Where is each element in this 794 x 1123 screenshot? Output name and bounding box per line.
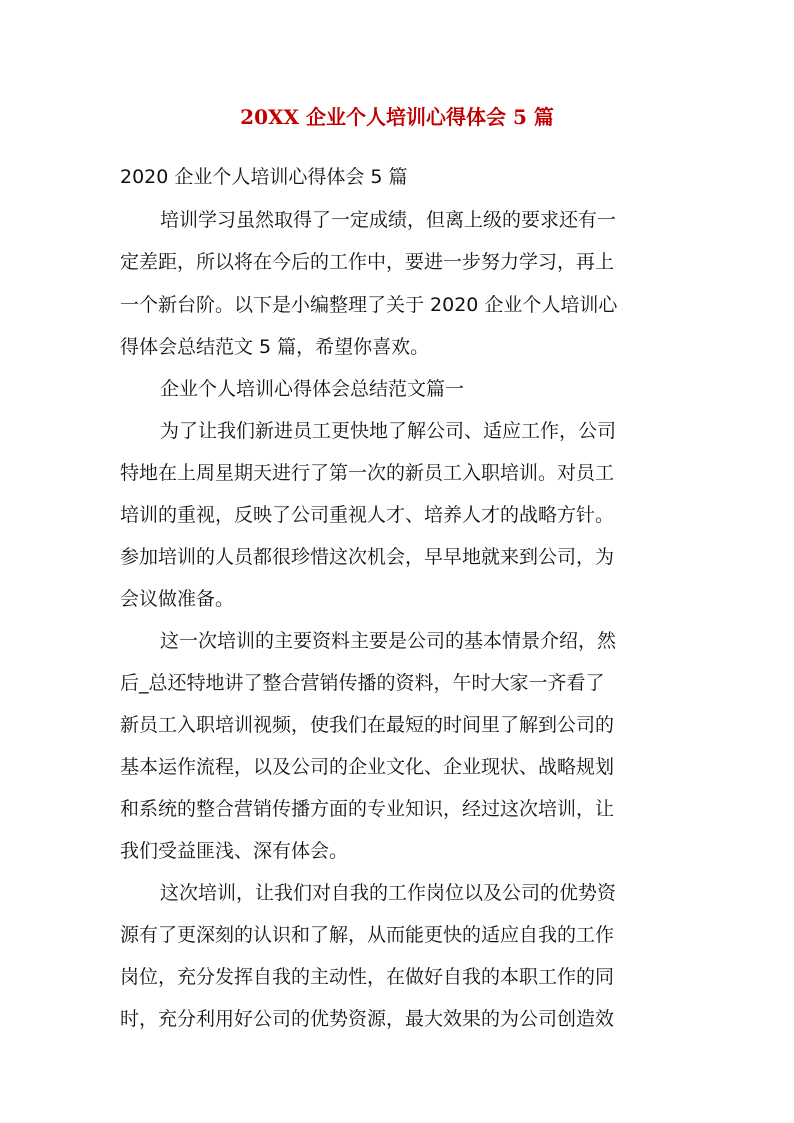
paragraph-line: 后_总还特地讲了整合营销传播的资料，午时大家一齐看了 xyxy=(120,672,605,694)
paragraph-line: 得体会总结范文 5 篇，希望你喜欢。 xyxy=(120,336,430,358)
paragraph-line: 和系统的整合营销传播方面的专业知识，经过这次培训，让 xyxy=(120,798,615,820)
paragraph-line: 基本运作流程，以及公司的企业文化、企业现状、战略规划 xyxy=(120,756,615,778)
paragraph-line: 一个新台阶。以下是小编整理了关于 2020 企业个人培训心 xyxy=(120,294,618,316)
paragraph-line: 参加培训的人员都很珍惜这次机会，早早地就来到公司，为 xyxy=(120,546,615,568)
paragraph-line: 这一次培训的主要资料主要是公司的基本情景介绍，然 xyxy=(160,630,617,652)
paragraph-line: 新员工入职培训视频，使我们在最短的时间里了解到公司的 xyxy=(120,714,615,736)
paragraph-line: 这次培训，让我们对自我的工作岗位以及公司的优势资 xyxy=(160,882,617,904)
paragraph-line: 源有了更深刻的认识和了解，从而能更快的适应自我的工作 xyxy=(120,924,615,946)
section-heading: 企业个人培训心得体会总结范文篇一 xyxy=(160,378,465,400)
paragraph-line: 为了让我们新进员工更快地了解公司、适应工作，公司 xyxy=(160,420,617,442)
subtitle-line: 2020 企业个人培训心得体会 5 篇 xyxy=(120,166,408,188)
paragraph-line: 培训学习虽然取得了一定成绩，但离上级的要求还有一 xyxy=(160,209,617,231)
document-title: 20XX 企业个人培训心得体会 5 篇 xyxy=(240,105,554,129)
paragraph-line: 定差距，所以将在今后的工作中，要进一步努力学习，再上 xyxy=(120,251,615,273)
paragraph-line: 会议做准备。 xyxy=(120,588,235,610)
paragraph-line: 时，充分利用好公司的优势资源，最大效果的为公司创造效 xyxy=(120,1008,615,1030)
paragraph-line: 培训的重视，反映了公司重视人才、培养人才的战略方针。 xyxy=(120,504,615,526)
paragraph-line: 特地在上周星期天进行了第一次的新员工入职培训。对员工 xyxy=(120,462,615,484)
paragraph-line: 岗位，充分发挥自我的主动性，在做好自我的本职工作的同 xyxy=(120,966,615,988)
paragraph-line: 我们受益匪浅、深有体会。 xyxy=(120,840,349,862)
